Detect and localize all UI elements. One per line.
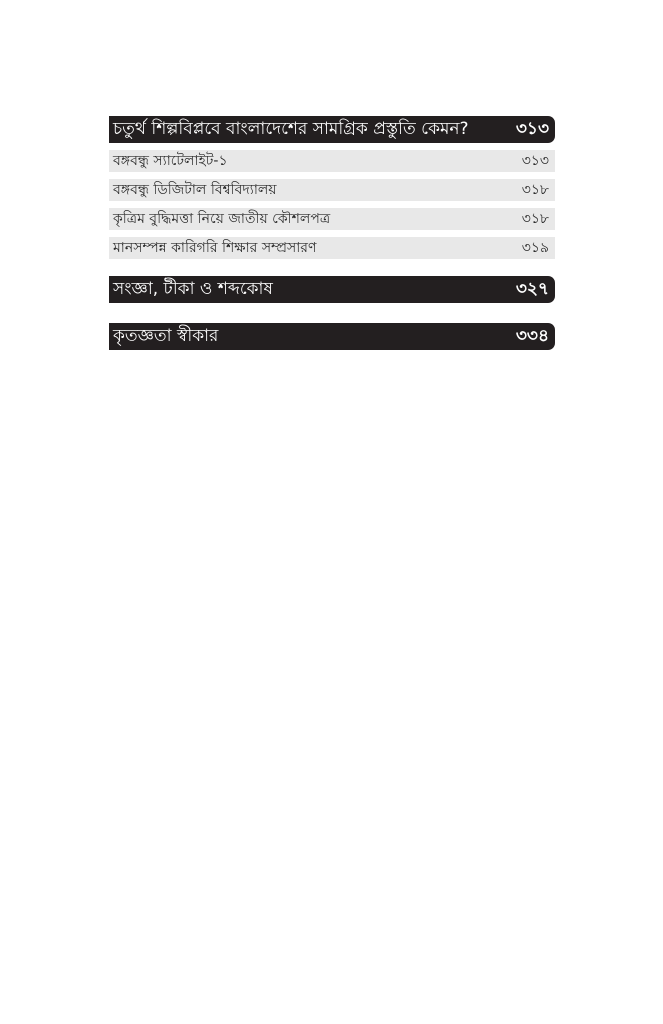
toc-entry[interactable] [109, 237, 555, 259]
toc-entry[interactable] [109, 208, 555, 230]
entry-title: মানসম্পন্ন কারিগরি শিক্ষার সম্প্রসারণ [113, 240, 317, 256]
section-title: চতুর্থ শিল্পবিপ্লবে বাংলাদেশের সামগ্রিক প্রস্তুতি কেমন? [113, 118, 469, 139]
table-of-contents [109, 116, 555, 350]
section-spacer [109, 303, 555, 323]
toc-section-header[interactable] [109, 276, 555, 303]
toc-section-header[interactable] [109, 323, 555, 350]
toc-section-header[interactable] [109, 116, 555, 143]
entry-title: বঙ্গবন্ধু স্যাটেলাইট-১ [113, 153, 228, 169]
entry-page-number: ৩১৩ [521, 153, 549, 169]
section-spacer [109, 259, 555, 276]
entry-page-number: ৩১৮ [521, 182, 549, 198]
section-page-number: ৩১৩ [515, 118, 549, 139]
entry-title: বঙ্গবন্ধু ডিজিটাল বিশ্ববিদ্যালয় [113, 182, 277, 198]
section-title: সংজ্ঞা, টীকা ও শব্দকোষ [113, 278, 273, 299]
section-page-number: ৩২৭ [515, 278, 549, 299]
entry-page-number: ৩১৮ [521, 211, 549, 227]
entry-page-number: ৩১৯ [521, 240, 549, 256]
section-page-number: ৩৩৪ [515, 325, 549, 346]
toc-entry[interactable] [109, 179, 555, 201]
toc-entry[interactable] [109, 150, 555, 172]
entry-title: কৃত্রিম বুদ্ধিমত্তা নিয়ে জাতীয় কৌশলপত্র [113, 211, 331, 227]
section-title: কৃতজ্ঞতা স্বীকার [113, 325, 219, 346]
